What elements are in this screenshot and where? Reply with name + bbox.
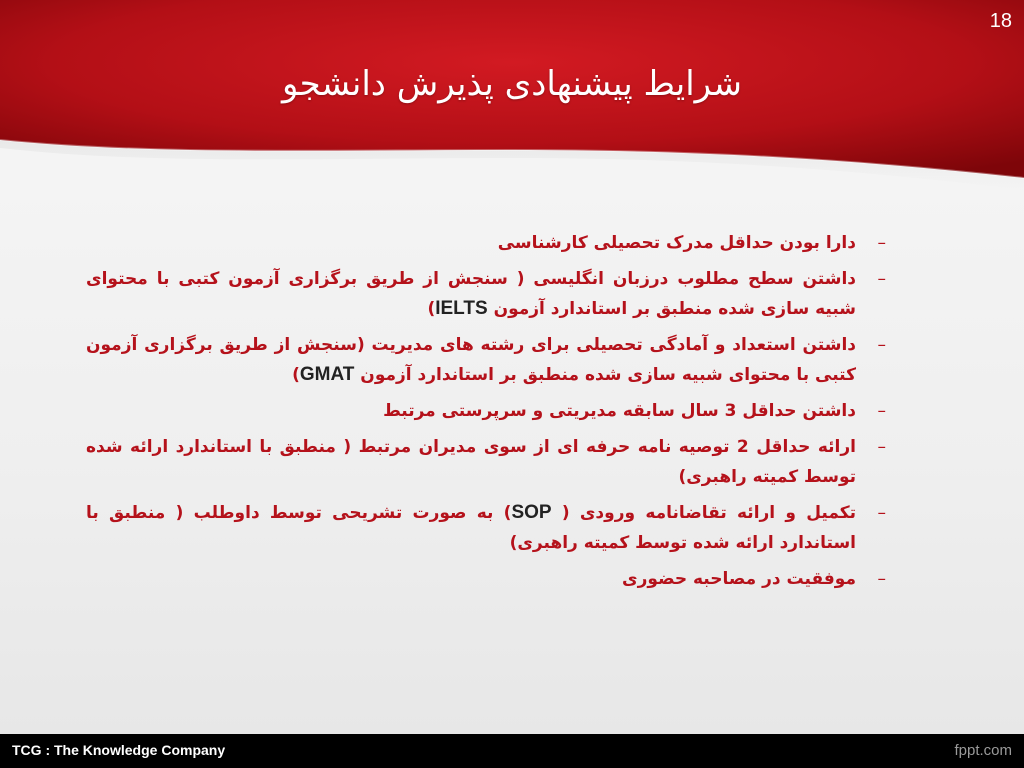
- dash-bullet-icon: –: [877, 335, 886, 355]
- exam-name: GMAT: [299, 364, 355, 385]
- dash-bullet-icon: –: [877, 233, 886, 253]
- footer-bar: [0, 734, 1024, 768]
- document-name: SOP: [511, 502, 552, 523]
- list-item: [86, 432, 886, 492]
- content-area: [86, 228, 886, 600]
- bullet-text: داشتن حداقل 3 سال سابقه مدیریتی و سرپرستی مرتبط: [383, 401, 856, 421]
- exam-name: IELTS: [435, 298, 488, 319]
- dash-bullet-icon: –: [877, 569, 886, 589]
- bullet-text: دارا بودن حداقل مدرک تحصیلی کارشناسی: [497, 233, 856, 253]
- dash-bullet-icon: –: [877, 437, 886, 457]
- bullet-text: تکمیل و ارائه تقاضانامه ورودی (: [551, 503, 856, 523]
- bullet-text: ارائه حداقل 2 توصیه نامه حرفه ای از سوی مدیران مرتبط ( منطبق با استاندارد ارائه شده توسط کمیته راهبری): [86, 437, 856, 487]
- list-item: [86, 330, 886, 390]
- list-item: [86, 264, 886, 324]
- bullet-text: داشتن استعداد و آمادگی تحصیلی برای رشته های مدیریت (سنجش از طریق برگزاری آزمون کتبی با محتوای شبیه سازی شده منطبق بر استاندارد آزمون: [86, 335, 856, 385]
- list-item: [86, 498, 886, 558]
- footer-watermark: fppt.com: [954, 742, 1012, 759]
- bullet-text-end: ): [427, 299, 436, 319]
- list-item: [86, 396, 886, 426]
- bullet-text: موفقیت در مصاحبه حضوری: [622, 569, 856, 589]
- dash-bullet-icon: –: [877, 269, 886, 289]
- slide-number: 18: [989, 10, 1012, 32]
- list-item: [86, 228, 886, 258]
- dash-bullet-icon: –: [877, 401, 886, 421]
- footer-company: TCG : The Knowledge Company: [12, 742, 226, 758]
- bullet-text-end: ) به صورت تشریحی توسط داوطلب ( منطبق با استاندارد ارائه شده توسط کمیته راهبری): [86, 503, 856, 553]
- bullet-list: [86, 228, 886, 594]
- list-item: [86, 564, 886, 594]
- dash-bullet-icon: –: [877, 503, 886, 523]
- bullet-text-end: ): [292, 365, 300, 385]
- slide-title: شرایط پیشنهادی پذیرش دانشجو: [282, 64, 742, 104]
- bullet-text: داشتن سطح مطلوب درزبان انگلیسی ( سنجش از طریق برگزاری آزمون کتبی با محتوای شبیه سازی شده منطبق بر استاندارد آزمون: [86, 269, 856, 319]
